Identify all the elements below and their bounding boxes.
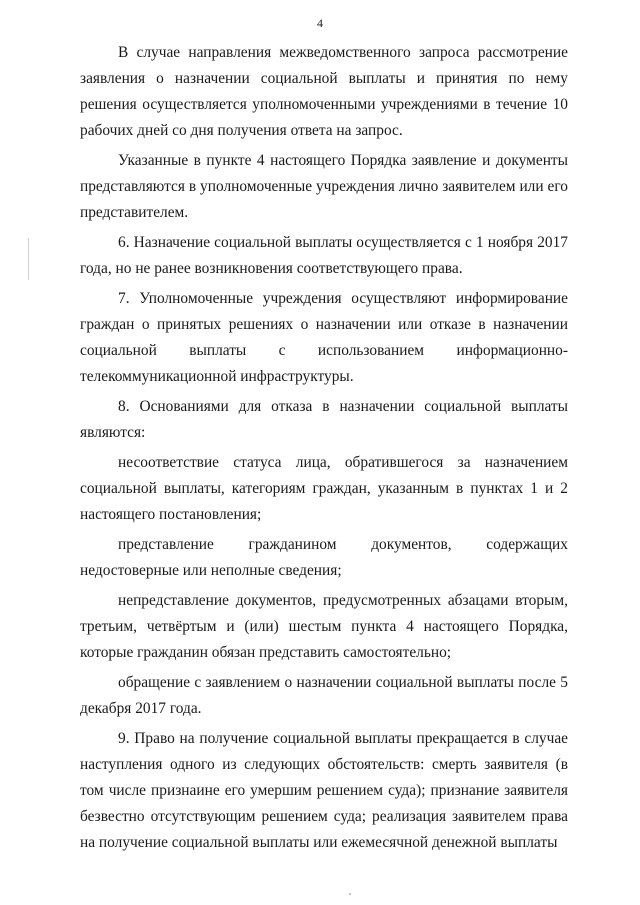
- page-number: 4: [317, 16, 323, 30]
- document-body: [80, 40, 568, 860]
- paragraph-item-7: 7. Уполномоченные учреждения осуществляют информирование граждан о принятых решениях о назначении или отказе в назначении социальной выплаты с использованием информационно-телекоммуникационной инфраструктуры.: [80, 290, 568, 385]
- paragraph-item-9: 9. Право на получение социальной выплаты прекращается в случае наступления одного из следующих обстоятельств: смерть заявителя (в том числе признаине его умершим решением суда); признание заявителя безвестно отсутствующим решением суда; реализация заявителем права на получение социальной выплаты или ежемесячной денежной выплаты: [80, 730, 568, 851]
- paragraph-refusal-missing-docs: непредставление документов, предусмотренных абзацами вторым, третьим, четвёртым и (или) шестым пункта 4 настоящего Порядка, которые гражданин обязан представить самостоятельно;: [80, 592, 568, 661]
- paragraph-interdepartmental-request: В случае направления межведомственного запроса рассмотрение заявления о назначении социальной выплаты и принятия по нему решения осуществляется уполномоченными учреждениями в течение 10 рабочих дней со дня получения ответа на запрос.: [80, 44, 568, 139]
- paragraph-item-6: 6. Назначение социальной выплаты осуществляется с 1 ноября 2017 года, но не ранее возникновения соответствующего права.: [80, 234, 568, 277]
- scan-margin-mark: [28, 238, 29, 280]
- paragraph-documents-submission: Указанные в пункте 4 настоящего Порядка заявление и документы представляются в уполномоченные учреждения лично заявителем или его представителем.: [80, 152, 568, 221]
- paragraph-item-8: 8. Основаниями для отказа в назначении социальной выплаты являются:: [80, 398, 568, 441]
- scan-speck: [349, 893, 351, 895]
- paragraph-refusal-late: обращение с заявлением о назначении социальной выплаты после 5 декабря 2017 года.: [80, 674, 568, 717]
- paragraph-refusal-false-info: представление гражданином документов, содержащих недостоверные или неполные сведения;: [80, 536, 568, 579]
- paragraph-refusal-status: несоответствие статуса лица, обратившегося за назначением социальной выплаты, категориям граждан, указанным в пунктах 1 и 2 настоящего постановления;: [80, 454, 568, 523]
